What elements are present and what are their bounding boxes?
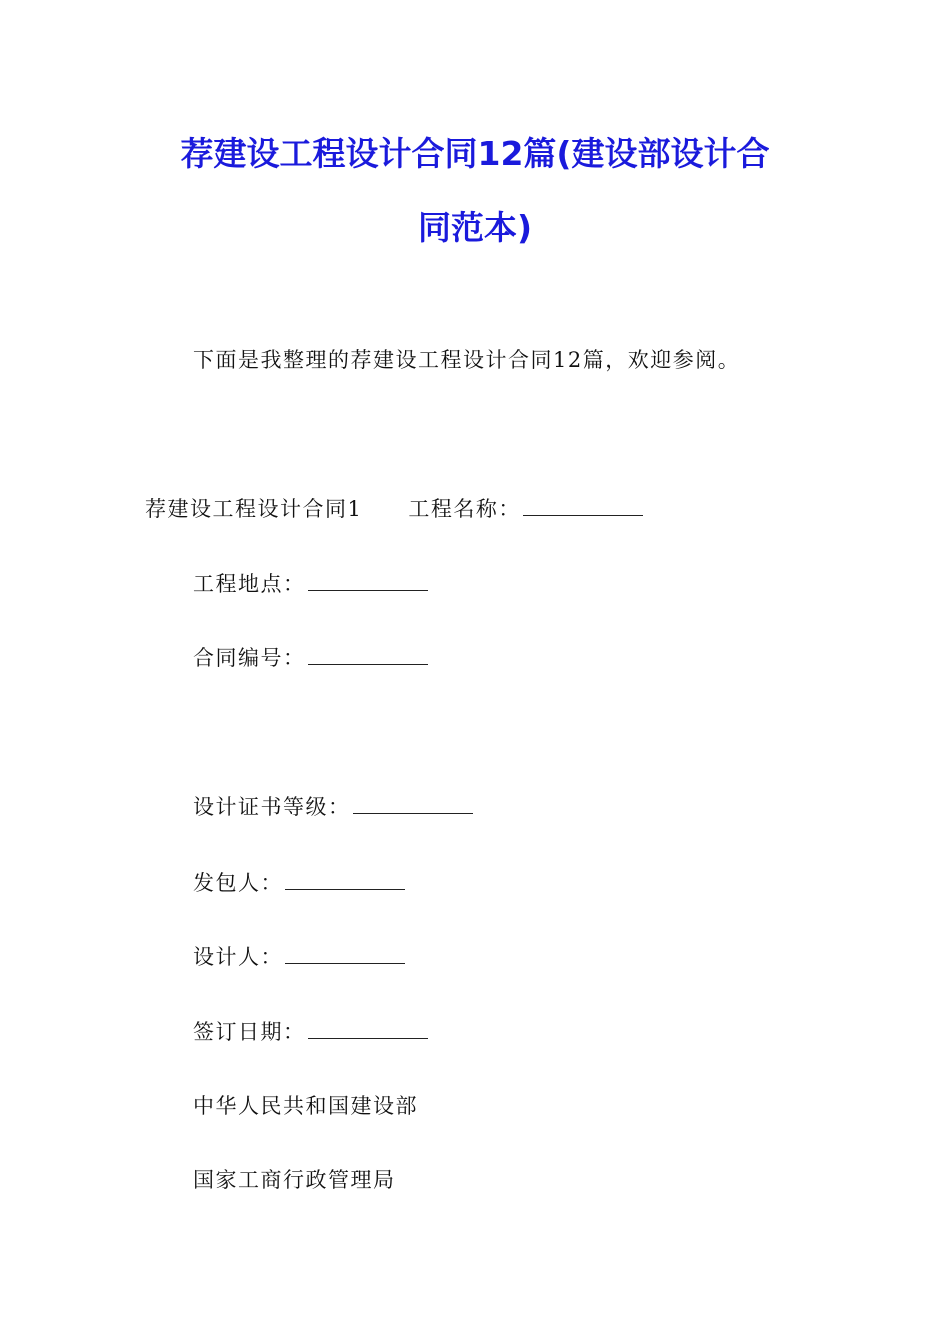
contract-number-blank	[308, 646, 428, 665]
certificate-level-label: 设计证书等级：	[193, 795, 351, 819]
designer-blank	[285, 945, 405, 964]
contract-number-row	[193, 643, 428, 673]
issuer-administration: 国家工商行政管理局	[193, 1168, 396, 1192]
project-location-row	[193, 569, 428, 599]
contract-number-label: 合同编号：	[193, 646, 306, 670]
signing-date-blank	[308, 1020, 428, 1039]
document-title-line-1: 荐建设工程设计合同12篇(建设部设计合	[180, 134, 770, 173]
project-location-blank	[308, 572, 428, 591]
project-name-blank	[523, 497, 643, 516]
employer-blank	[285, 871, 405, 890]
designer-label: 设计人：	[193, 945, 283, 969]
project-location-label: 工程地点：	[193, 572, 306, 596]
intro-paragraph: 下面是我整理的荐建设工程设计合同12篇，欢迎参阅。	[193, 348, 741, 372]
designer-row	[193, 942, 405, 972]
signing-date-label: 签订日期：	[193, 1020, 306, 1044]
employer-label: 发包人：	[193, 871, 283, 895]
section-heading: 荐建设工程设计合同1	[145, 497, 363, 521]
issuer-ministry: 中华人民共和国建设部	[193, 1094, 418, 1118]
certificate-level-row	[193, 792, 473, 822]
document-title-line-2: 同范本)	[417, 208, 533, 247]
project-name-label: 工程名称：	[408, 497, 521, 521]
employer-row	[193, 868, 405, 898]
certificate-level-blank	[353, 795, 473, 814]
section-heading-row	[145, 494, 643, 524]
signing-date-row	[193, 1017, 428, 1047]
